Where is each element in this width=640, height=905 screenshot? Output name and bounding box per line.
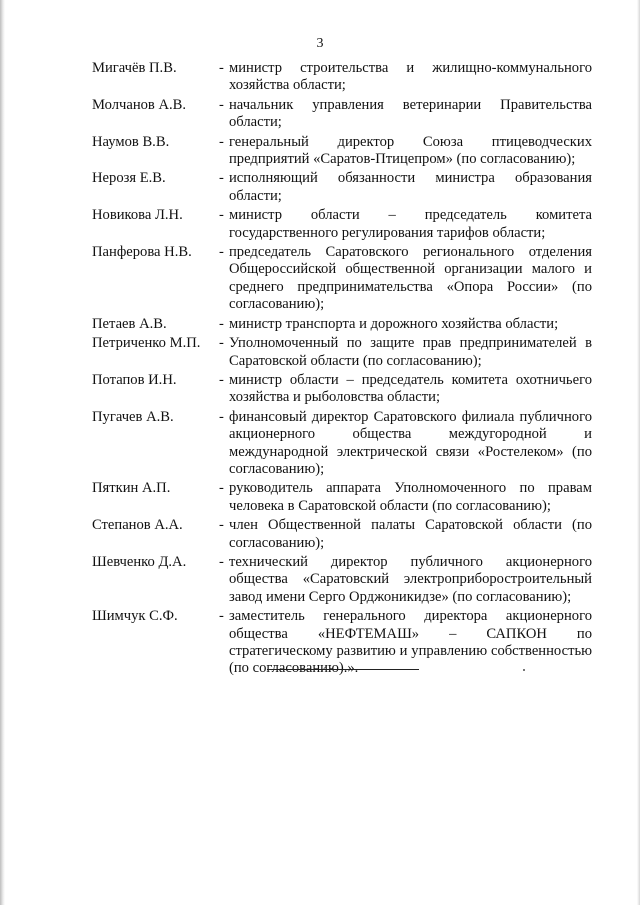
list-item [92, 207, 592, 242]
list-item [92, 97, 592, 132]
page-number: 3 [316, 36, 324, 51]
member-position: технический директор публичного акционерного общества «Саратовский электроприборостроительный завод имени Серго Орджоникидзе» (по согласованию); [229, 553, 592, 605]
member-position: руководитель аппарата Уполномоченного по правам человека в Саратовской области (по согласованию); [229, 480, 592, 514]
list-item [92, 60, 592, 95]
member-position: министр транспорта и дорожного хозяйства области; [229, 315, 559, 332]
dash-separator: - [219, 517, 224, 534]
member-name: Шевченко Д.А. [92, 553, 187, 570]
member-position: генеральный директор Союза птицеводческих предприятий «Саратов-Птицепром» (по согласованию); [229, 133, 592, 168]
member-position: член Общественной палаты Саратовской области (по согласованию); [229, 517, 592, 551]
list-item [92, 244, 592, 314]
member-name: Петриченко М.П. [92, 335, 201, 352]
dash-separator: - [219, 133, 224, 150]
dash-separator: - [219, 408, 224, 425]
member-name: Петаев А.В. [92, 315, 167, 332]
member-position: министр области – председатель комитета государственного регулирования тарифов области; [229, 207, 592, 241]
list-item [92, 517, 592, 552]
dash-separator: - [219, 60, 224, 76]
dash-separator: - [219, 244, 224, 261]
member-position: Уполномоченный по защите прав предпринимателей в Саратовской области (по согласованию); [229, 335, 592, 369]
member-name: Потапов И.Н. [92, 371, 177, 388]
list-item [92, 134, 592, 169]
member-position: заместитель генерального директора акционерного общества «НЕФТЕМАШ» – САПКОН по стратегическому развитию и управлению собственностью (по согласованию).». [229, 608, 592, 677]
member-name: Пугачев А.В. [92, 408, 174, 425]
dash-separator: - [219, 480, 224, 497]
dash-separator: - [219, 371, 224, 388]
dash-separator: - [219, 553, 224, 570]
dash-separator: - [219, 315, 224, 332]
list-item [92, 409, 592, 479]
list-item [92, 316, 592, 333]
member-position: председатель Саратовского регионального отделения Общероссийской общественной организации малого и среднего предпринимательства «Опора России» (по согласованию); [229, 244, 592, 313]
closing-rule [267, 669, 419, 670]
dash-separator: - [219, 170, 224, 187]
members-list [92, 60, 592, 680]
member-name: Пяткин А.П. [92, 480, 171, 497]
member-name: Нерозя Е.В. [92, 170, 166, 187]
list-item [92, 372, 592, 407]
member-name: Степанов А.А. [92, 517, 183, 534]
member-position: исполняющий обязанности министра образования области; [229, 170, 592, 204]
scan-edge-shadow [0, 0, 5, 905]
member-name: Наумов В.В. [92, 133, 170, 150]
list-item [92, 554, 592, 606]
member-name: Мигачёв П.В. [92, 60, 177, 76]
member-name: Молчанов А.В. [92, 96, 187, 113]
list-item [92, 170, 592, 205]
member-name: Панферова Н.В. [92, 244, 192, 261]
list-item [92, 335, 592, 370]
list-item [92, 480, 592, 515]
dash-separator: - [219, 335, 224, 352]
member-position: министр строительства и жилищно-коммунального хозяйства области; [229, 60, 592, 94]
member-name: Шимчук С.Ф. [92, 608, 178, 625]
dash-separator: - [219, 207, 224, 224]
member-name: Новикова Л.Н. [92, 207, 183, 224]
dash-separator: - [219, 608, 224, 625]
dash-separator: - [219, 96, 224, 113]
scan-speck [523, 669, 525, 671]
member-position: министр области – председатель комитета охотничьего хозяйства и рыболовства области; [229, 371, 592, 406]
member-position: начальник управления ветеринарии Правительства области; [229, 96, 592, 131]
member-position: финансовый директор Саратовского филиала публичного акционерного общества междугородной и международной электрической связи «Ростелеком» (по согласованию); [229, 408, 592, 477]
list-item [92, 608, 592, 678]
